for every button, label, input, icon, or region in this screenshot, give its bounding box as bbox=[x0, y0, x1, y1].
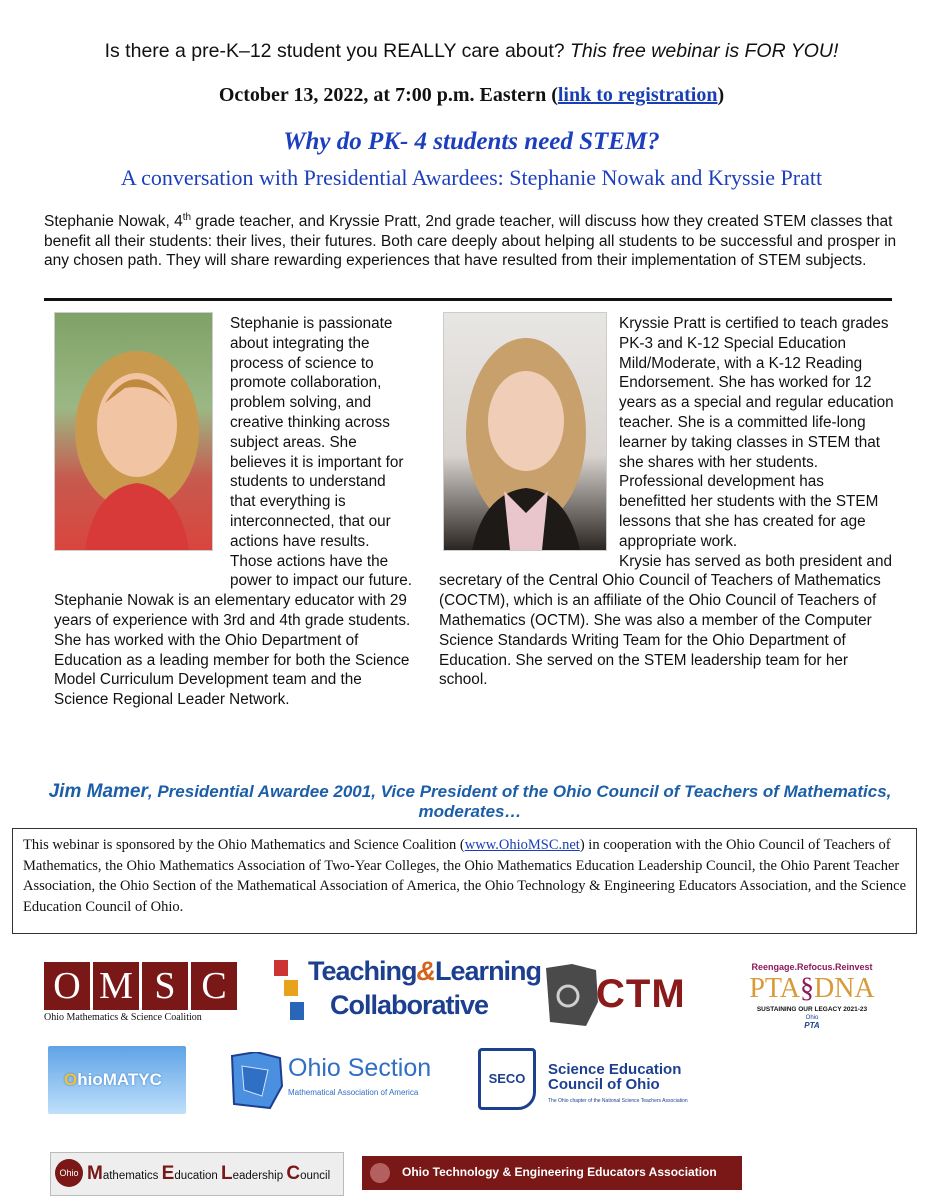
melc-l: L bbox=[221, 1163, 233, 1184]
moderator bbox=[40, 782, 900, 822]
seco-sub: The Ohio chapter of the National Science Teachers Association bbox=[548, 1098, 688, 1104]
photo-kryssie bbox=[443, 312, 607, 551]
intro-text-2: grade teacher, and Kryssie Pratt, 2nd grade teacher, will discuss how they created STEM classes that benefit all their students: their lives, their futures. Both care deeply about helping all students to be successful and prosper in any chosen path. They will share rewarding experiences that have resulted from their implementation of STEM subjects. bbox=[44, 213, 897, 270]
omsc-letter: C bbox=[191, 962, 237, 1010]
melc-l-rest: eadership bbox=[232, 1170, 287, 1182]
oteea-text: Ohio Technology & Engineering Educators Association bbox=[402, 1165, 717, 1179]
ohiomatyc-logo bbox=[48, 1046, 186, 1114]
ohio-outline-icon bbox=[542, 962, 602, 1030]
omsc-letters bbox=[44, 962, 238, 1010]
omsc-letter: M bbox=[93, 962, 139, 1010]
seco-line2: Council of Ohio bbox=[548, 1076, 660, 1093]
omsc-link[interactable]: www.OhioMSC.net bbox=[464, 837, 580, 853]
omsc-caption: Ohio Mathematics & Science Coalition bbox=[44, 1012, 202, 1023]
dna-icon: § bbox=[799, 973, 814, 1004]
ptas-sub: SUSTAINING OUR LEGACY 2021-23 bbox=[756, 1006, 868, 1013]
ptas-tagline: Reengage.Refocus.Reinvest bbox=[751, 962, 873, 972]
headline-text: Is there a pre-K–12 student you REALLY care about? bbox=[104, 40, 571, 62]
divider bbox=[44, 298, 892, 301]
registration-link[interactable]: link to registration bbox=[557, 84, 718, 106]
intro-paragraph bbox=[44, 208, 904, 271]
paren-open: ( bbox=[551, 84, 558, 106]
bio-kryssie-p2: Professional development has benefitted her students with the STEM lessons that she has created for age appropriate work. bbox=[619, 473, 879, 550]
headline-italic: This free webinar is FOR YOU! bbox=[570, 40, 839, 62]
ohio-seal-icon bbox=[370, 1163, 390, 1183]
moderator-name: Jim Mamer bbox=[48, 781, 148, 802]
oteea-logo bbox=[362, 1156, 742, 1190]
ptas-pta: PTA bbox=[804, 1021, 820, 1030]
intro-superscript: th bbox=[182, 212, 192, 223]
omsc-letter: S bbox=[142, 962, 188, 1010]
seco-line1: Science Education bbox=[548, 1061, 682, 1078]
matyc-o: O bbox=[64, 1070, 78, 1089]
ptas-main: PTA bbox=[749, 973, 800, 1004]
melc-m: M bbox=[87, 1163, 103, 1184]
bio-kryssie-p3: Krysie has served as both president and secretary of the Central Ohio Council of Teachers of Mathematics (COCTM), which is an affiliate of the Ohio Council of Teachers of Mathematics (OCTM). She was also a member of the Computer Science Standards Writing Team for the Ohio Department of Education. She served on the STEM leadership team for her school. bbox=[439, 552, 892, 689]
tlc-icon bbox=[272, 958, 306, 1024]
sponsor-text-2: ) in cooperation with the Ohio Council of Teachers of Mathematics, the Ohio Mathematics Association of Two-Year Colleges, the Ohio Mathematics Education Leadership Council, the Ohio Parent Teacher Association, the Ohio Section of the Mathematical Association of America, the Ohio Technology & Engineering Educators Association, and the Science Education Council of Ohio. bbox=[23, 837, 907, 915]
melc-e-rest: ducation bbox=[174, 1170, 222, 1182]
ctm-logo bbox=[542, 962, 692, 1030]
ohio-section-logo bbox=[228, 1052, 440, 1112]
sponsor-box bbox=[12, 828, 917, 934]
ohio-section-sub: Mathematical Association of America bbox=[288, 1088, 419, 1097]
melc-logo bbox=[50, 1152, 344, 1196]
tlc-collaborative: Collaborative bbox=[330, 990, 489, 1020]
ohio-section-title: Ohio Section bbox=[288, 1054, 432, 1082]
matyc-text: hioMATYC bbox=[77, 1070, 162, 1089]
melc-m-rest: athematics bbox=[102, 1170, 162, 1182]
intro-text-1: Stephanie Nowak, 4 bbox=[44, 213, 183, 231]
moderator-text: , Presidential Awardee 2001, Vice President of the Ohio Council of Teachers of Mathematics, moderates… bbox=[147, 782, 892, 821]
tlc-amp: & bbox=[416, 956, 436, 986]
melc-e: E bbox=[161, 1163, 175, 1184]
melc-c-rest: ouncil bbox=[300, 1170, 331, 1182]
page-title: Why do PK- 4 students need STEM? bbox=[283, 128, 660, 155]
bio-kryssie-p1: Kryssie Pratt is certified to teach grades PK-3 and K-12 Special Education Mild/Moderate, with a K-12 Reading Endorsement. She has worked for 12 years as a special and regular education teacher. She is a committed life-long learner by taking classes in STEM that she shares with her students. bbox=[619, 315, 894, 471]
photo-stephanie bbox=[54, 312, 213, 551]
paren-close: ) bbox=[717, 84, 725, 106]
bio-stephanie-p1: Stephanie is passionate about integrating the process of science to promote collaboration, problem solving, and creative thinking across subject areas. She believes it is important for students to understand that everything is interconnected, that our actions have results. Those actions have the power to impact our future. bbox=[230, 315, 412, 590]
ptas-logo bbox=[748, 962, 876, 1046]
bio-stephanie-p2: Stephanie Nowak is an elementary educator with 29 years of experience with 3rd and 4th grade students. She has worked with the Ohio Department of Education as a leading member for both the Science Model Curriculum Development team and the Science Regional Leader Network. bbox=[54, 592, 411, 709]
event-date bbox=[0, 84, 943, 107]
ptas-main2: DNA bbox=[813, 973, 875, 1004]
subtitle: A conversation with Presidential Awardees: Stephanie Nowak and Kryssie Pratt bbox=[120, 165, 823, 190]
ptas-ohio: Ohio bbox=[805, 1015, 819, 1021]
headline bbox=[0, 40, 943, 63]
melc-c: C bbox=[286, 1163, 301, 1184]
seco-logo bbox=[478, 1048, 718, 1112]
date-text: October 13, 2022, at 7:00 p.m. Eastern bbox=[218, 84, 552, 106]
ctm-text: CTM bbox=[596, 972, 686, 1016]
sponsor-text-1: This webinar is sponsored by the Ohio Mathematics and Science Coalition ( bbox=[23, 837, 465, 853]
seco-icon: SECO bbox=[478, 1048, 536, 1110]
omsc-letter: O bbox=[44, 962, 90, 1010]
ohio-circle-icon: Ohio bbox=[55, 1159, 83, 1187]
tlc-teaching: Teaching bbox=[308, 956, 417, 986]
tlc-logo bbox=[272, 956, 542, 1024]
tlc-learning: Learning bbox=[435, 956, 542, 986]
omsc-logo bbox=[44, 962, 238, 1030]
ohio-map-icon bbox=[228, 1052, 284, 1110]
